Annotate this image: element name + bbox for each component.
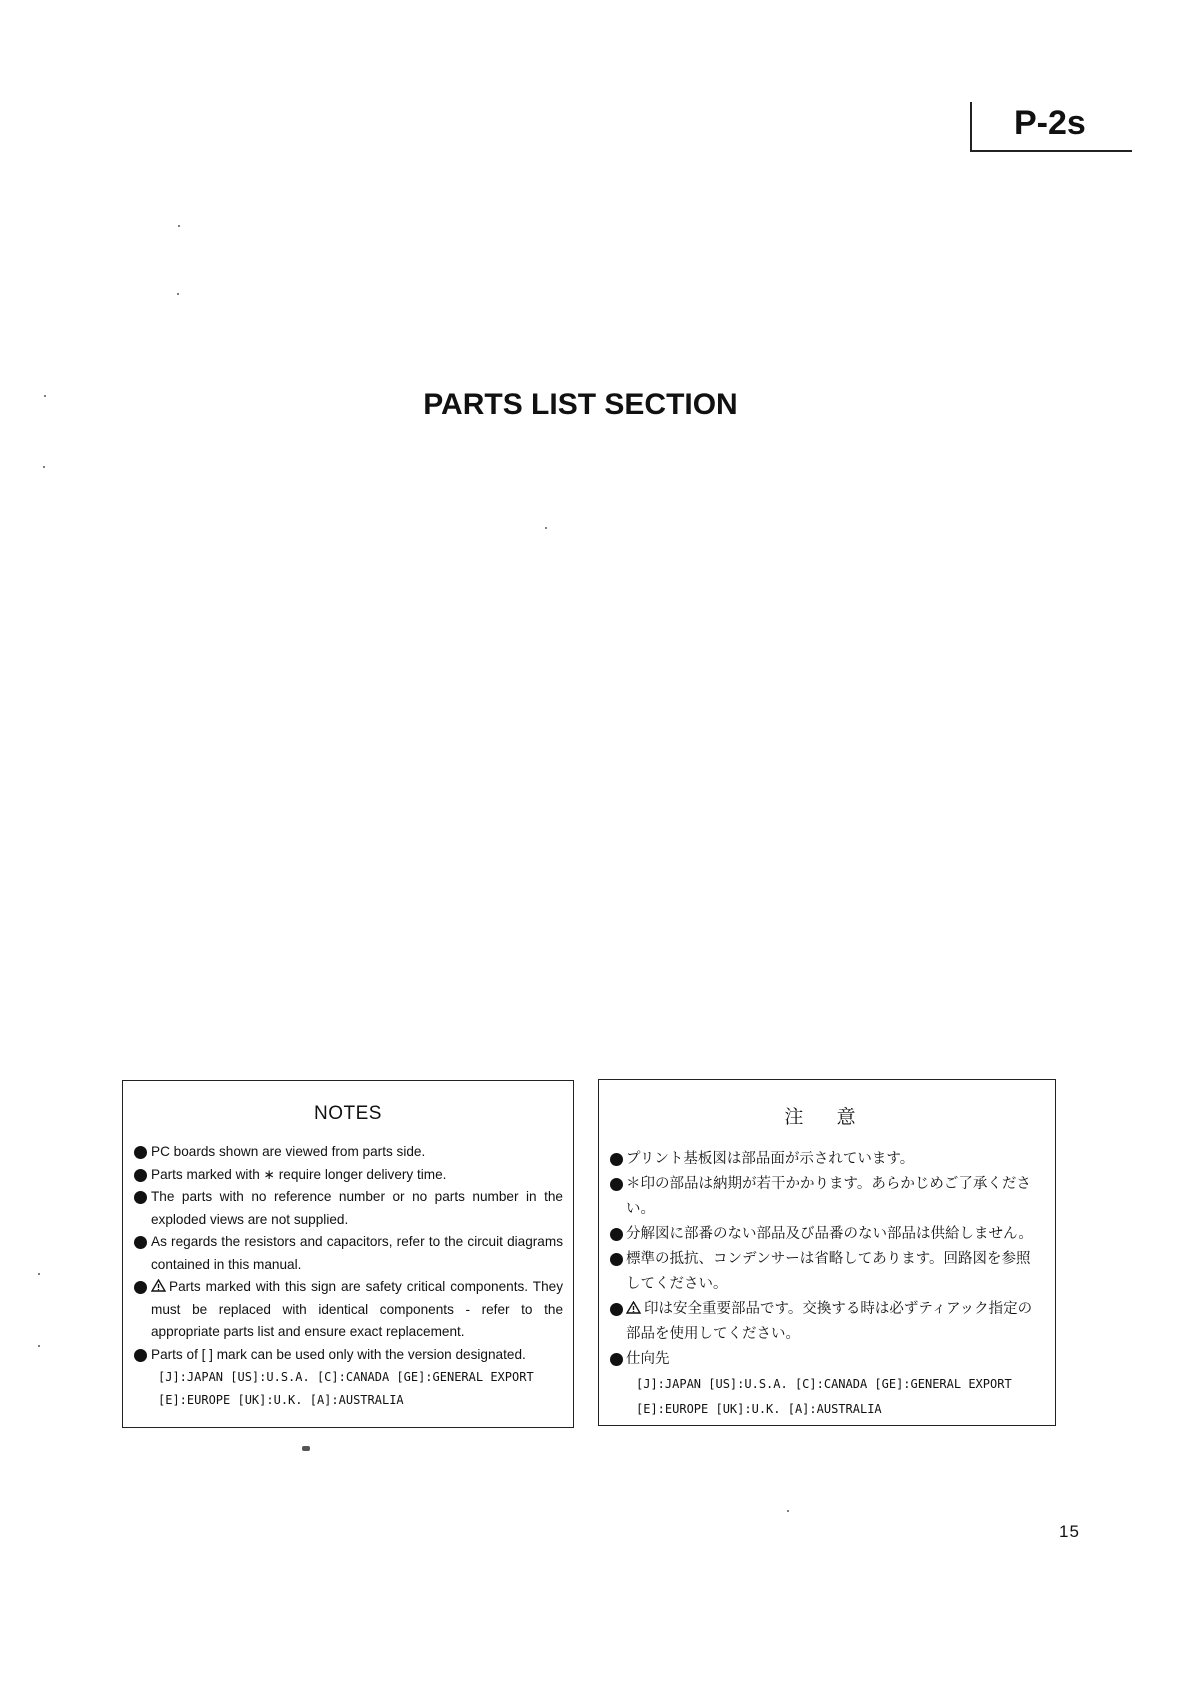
bullet-icon (610, 1153, 623, 1166)
list-item: Parts of [ ] mark can be used only with the version designated. (133, 1344, 563, 1367)
bullet-icon (134, 1236, 147, 1249)
list-item: PC boards shown are viewed from parts side. (133, 1141, 563, 1164)
bullet-icon (134, 1349, 147, 1362)
page-title: PARTS LIST SECTION (423, 388, 738, 421)
notes-list (609, 1147, 1045, 1372)
warning-triangle-icon (626, 1301, 641, 1314)
model-tag (970, 102, 1132, 152)
region-codes-line: [J]:JAPAN [US]:U.S.A. [C]:CANADA [GE]:GENERAL EXPORT (636, 1377, 1012, 1391)
bullet-icon (610, 1303, 623, 1316)
bullet-icon (610, 1353, 623, 1366)
region-codes-line: [E]:EUROPE [UK]:U.K. [A]:AUSTRALIA (636, 1402, 882, 1416)
scan-speck (787, 1510, 789, 1512)
list-item: 仕向先 (609, 1347, 1045, 1372)
region-codes-line: [J]:JAPAN [US]:U.S.A. [C]:CANADA [GE]:GENERAL EXPORT (158, 1370, 534, 1384)
list-item: The parts with no reference number or no parts number in the exploded views are not supplied. (133, 1186, 563, 1231)
notes-heading: 注 意 (784, 1107, 870, 1128)
notes-box-japanese (598, 1079, 1056, 1426)
bullet-icon (134, 1169, 147, 1182)
warning-triangle-icon (151, 1279, 166, 1292)
list-item: プリント基板図は部品面が示されています。 (609, 1147, 1045, 1172)
bullet-icon (134, 1191, 147, 1204)
list-item: Parts marked with ∗ require longer delivery time. (133, 1164, 563, 1187)
bullet-icon (610, 1228, 623, 1241)
scan-speck (177, 293, 179, 295)
bullet-icon (610, 1253, 623, 1266)
scan-speck (38, 1273, 40, 1275)
model-number: P-2s (1014, 104, 1086, 142)
list-item: ＊印の部品は納期が若干かかります。あらかじめご了承ください。 (609, 1172, 1045, 1222)
list-item: 分解図に部番のない部品及び品番のない部品は供給しません。 (609, 1222, 1045, 1247)
list-item: Parts marked with this sign are safety critical components. They must be replaced with identical components - refer to the appropriate parts list and ensure exact replacement. (133, 1276, 563, 1344)
scan-speck (43, 466, 45, 468)
bullet-icon (134, 1281, 147, 1294)
notes-list (133, 1141, 563, 1366)
scan-speck (545, 527, 547, 529)
list-item: 標準の抵抗、コンデンサーは省略してあります。回路図を参照してください。 (609, 1247, 1045, 1297)
scan-speck (38, 1345, 40, 1347)
notes-box-english (122, 1080, 574, 1428)
list-item: As regards the resistors and capacitors, refer to the circuit diagrams contained in this manual. (133, 1231, 563, 1276)
bullet-icon (134, 1146, 147, 1159)
region-codes-line: [E]:EUROPE [UK]:U.K. [A]:AUSTRALIA (158, 1392, 404, 1407)
list-item: 印は安全重要部品です。交換する時は必ずティアック指定の部品を使用してください。 (609, 1297, 1045, 1347)
bullet-icon (610, 1178, 623, 1191)
scan-speck (44, 395, 46, 397)
page-number: 15 (1059, 1522, 1080, 1541)
scan-speck (178, 225, 180, 227)
scan-speck (302, 1446, 310, 1451)
notes-heading: NOTES (314, 1103, 382, 1124)
